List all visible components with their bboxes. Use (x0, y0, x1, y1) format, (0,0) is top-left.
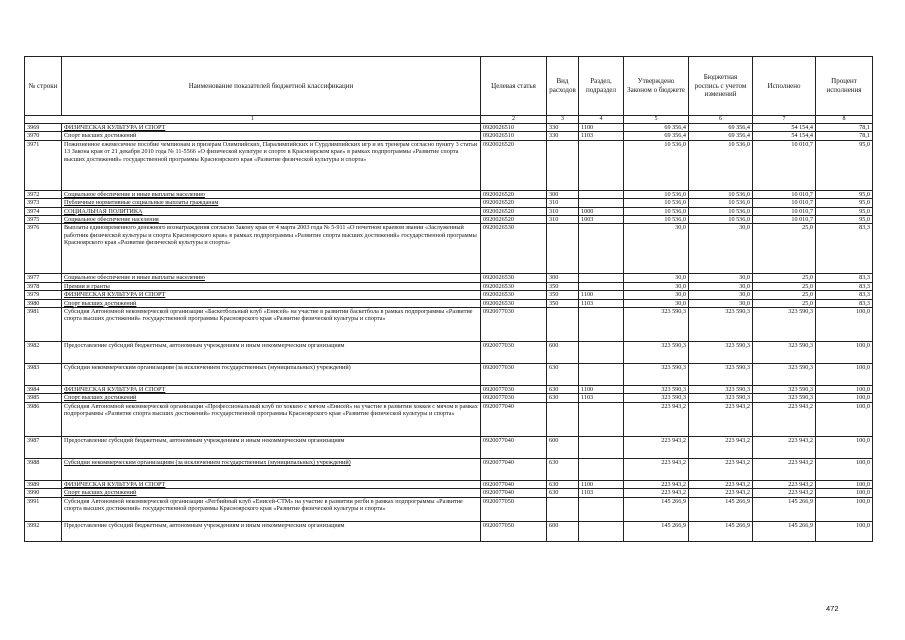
expense-type: 600 (547, 521, 579, 541)
row-number: 3973 (25, 199, 62, 207)
percent-executed: 78,1 (816, 124, 873, 132)
executed-amount: 323 590,3 (753, 394, 816, 402)
target-article: 0920077050 (481, 521, 547, 541)
indicator-name: ФИЗИЧЕСКАЯ КУЛЬТУРА И СПОРТ (62, 291, 481, 299)
percent-executed: 100,0 (816, 458, 873, 480)
executed-amount: 25,0 (753, 274, 816, 282)
row-number: 3987 (25, 436, 62, 458)
section-code (579, 364, 624, 386)
header-row (25, 57, 873, 116)
target-article: 0920026520 (481, 190, 547, 198)
target-article: 0920077030 (481, 394, 547, 402)
indicator-name: Субсидии некоммерческим организациям (за исключением государственных (муниципальных) учреждений) (62, 364, 481, 386)
row-number: 3991 (25, 497, 62, 521)
target-article: 0920026530 (481, 291, 547, 299)
approved-amount: 145 266,9 (624, 497, 689, 521)
executed-amount: 223 943,2 (753, 489, 816, 497)
percent-executed: 95,0 (816, 140, 873, 190)
budget-amount: 223 943,2 (689, 480, 753, 488)
indicator-name: Социальное обеспечение и иные выплаты населению (62, 274, 481, 282)
executed-amount: 323 590,3 (753, 386, 816, 394)
percent-executed: 100,0 (816, 497, 873, 521)
section-code: 1103 (579, 394, 624, 402)
section-code (579, 224, 624, 274)
header-target-article: Целевая статья (481, 57, 547, 116)
target-article: 0920026530 (481, 299, 547, 307)
indicator-name: Спорт высших достижений (62, 394, 481, 402)
percent-executed: 100,0 (816, 521, 873, 541)
row-number: 3971 (25, 140, 62, 190)
executed-amount: 323 590,3 (753, 308, 816, 342)
indicator-name: Предоставление субсидий бюджетным, автономным учреждениям и иным некоммерческим организациям (62, 342, 481, 364)
table-row (25, 402, 873, 436)
budget-amount: 223 943,2 (689, 436, 753, 458)
section-code (579, 274, 624, 282)
row-number: 3982 (25, 342, 62, 364)
indicator-name: Пожизненное ежемесячное пособие чемпионам и призерам Олимпийских, Паралимпийских и Сурдлимпийских игр и их тренерам согласно пункту 3 статьи 13 Закона края от 21 декабря 2010 года № 11-5566 «О физической культуре и спорте в Красноярском крае» в рамках подпрограммы «Развитие спорта высших достижений» государственной программы Красноярского края «Развитие физической культуры и спорта» (62, 140, 481, 190)
row-number: 3984 (25, 386, 62, 394)
section-code (579, 458, 624, 480)
expense-type: 330 (547, 132, 579, 140)
executed-amount: 10 010,7 (753, 216, 816, 224)
section-code: 1103 (579, 132, 624, 140)
approved-amount: 223 943,2 (624, 489, 689, 497)
expense-type: 600 (547, 436, 579, 458)
expense-type: 630 (547, 489, 579, 497)
target-article: 0920026520 (481, 199, 547, 207)
table-row (25, 274, 873, 282)
section-code (579, 199, 624, 207)
executed-amount: 223 943,2 (753, 436, 816, 458)
percent-executed: 95,0 (816, 199, 873, 207)
percent-executed: 95,0 (816, 190, 873, 198)
approved-amount: 30,0 (624, 274, 689, 282)
indicator-name: Публичные нормативные социальные выплаты гражданам (62, 199, 481, 207)
indicator-name: Спорт высших достижений (62, 299, 481, 307)
approved-amount: 30,0 (624, 299, 689, 307)
executed-amount: 54 154,4 (753, 124, 816, 132)
approved-amount: 223 943,2 (624, 402, 689, 436)
table-row (25, 480, 873, 488)
executed-amount: 10 010,7 (753, 199, 816, 207)
indicator-name: СОЦИАЛЬНАЯ ПОЛИТИКА (62, 207, 481, 215)
row-number: 3986 (25, 402, 62, 436)
header-executed: Исполнено (753, 57, 816, 116)
executed-amount: 25,0 (753, 224, 816, 274)
indicator-name: Предоставление субсидий бюджетным, автономным учреждениям и иным некоммерческим организациям (62, 436, 481, 458)
indicator-name: ФИЗИЧЕСКАЯ КУЛЬТУРА И СПОРТ (62, 480, 481, 488)
executed-amount: 10 010,7 (753, 140, 816, 190)
section-code: 1100 (579, 480, 624, 488)
section-code (579, 308, 624, 342)
section-code (579, 282, 624, 290)
percent-executed: 83,3 (816, 274, 873, 282)
table-row (25, 190, 873, 198)
column-number: 3 (547, 116, 579, 124)
section-code (579, 436, 624, 458)
approved-amount: 223 943,2 (624, 480, 689, 488)
indicator-name: ФИЗИЧЕСКАЯ КУЛЬТУРА И СПОРТ (62, 386, 481, 394)
table-row (25, 291, 873, 299)
percent-executed: 78,1 (816, 132, 873, 140)
budget-amount: 323 590,3 (689, 308, 753, 342)
approved-amount: 10 536,0 (624, 207, 689, 215)
target-article: 0920077040 (481, 489, 547, 497)
header-expense-type: Вид расходов (547, 57, 579, 116)
approved-amount: 10 536,0 (624, 199, 689, 207)
row-number: 3981 (25, 308, 62, 342)
indicator-name: Спорт высших достижений (62, 132, 481, 140)
table-row (25, 216, 873, 224)
row-number: 3977 (25, 274, 62, 282)
percent-executed: 95,0 (816, 216, 873, 224)
expense-type: 330 (547, 124, 579, 132)
approved-amount: 30,0 (624, 224, 689, 274)
target-article: 0920077030 (481, 342, 547, 364)
table-row (25, 489, 873, 497)
header-indicator-name: Наименование показателей бюджетной классификации (62, 57, 481, 116)
expense-type: 350 (547, 299, 579, 307)
approved-amount: 145 266,9 (624, 521, 689, 541)
budget-amount: 223 943,2 (689, 458, 753, 480)
executed-amount: 145 266,9 (753, 521, 816, 541)
approved-amount: 323 590,3 (624, 342, 689, 364)
expense-type: 600 (547, 342, 579, 364)
expense-type: 310 (547, 207, 579, 215)
section-code (579, 521, 624, 541)
expense-type (547, 140, 579, 190)
table-row (25, 299, 873, 307)
column-number: 8 (816, 116, 873, 124)
budget-amount: 69 356,4 (689, 124, 753, 132)
target-article: 0920026530 (481, 282, 547, 290)
target-article: 0920077050 (481, 497, 547, 521)
row-number: 3988 (25, 458, 62, 480)
indicator-name: Социальное обеспечение населения (62, 216, 481, 224)
column-number: 5 (624, 116, 689, 124)
row-number: 3969 (25, 124, 62, 132)
target-article: 0920077040 (481, 480, 547, 488)
target-article: 0920026510 (481, 124, 547, 132)
target-article: 0920077030 (481, 364, 547, 386)
header-budget-schedule: Бюджетная роспись с учетом изменений (689, 57, 753, 116)
approved-amount: 323 590,3 (624, 308, 689, 342)
indicator-name: Субсидия Автономной некоммерческой организации «Профессиональный клуб по хоккею с мячом «Енисей» на участие в развитии хоккея с мячом в рамках подпрограммы «Развитие спорта высших достижений» государственной программы Красноярского края «Развитие физической культуры и спорта» (62, 402, 481, 436)
executed-amount: 145 266,9 (753, 497, 816, 521)
percent-executed: 100,0 (816, 386, 873, 394)
indicator-name: Субсидия Автономной некоммерческой организации «Баскетбольный клуб «Енисей» на участие в развитии баскетбола в рамках подпрограммы «Развитие спорта высших достижений» государственной программы Красноярского края «Развитие физической культуры и спорта» (62, 308, 481, 342)
executed-amount: 223 943,2 (753, 402, 816, 436)
expense-type: 350 (547, 291, 579, 299)
table-row (25, 497, 873, 521)
expense-type: 630 (547, 364, 579, 386)
target-article: 0920026520 (481, 216, 547, 224)
percent-executed: 100,0 (816, 308, 873, 342)
expense-type (547, 497, 579, 521)
budget-amount: 30,0 (689, 291, 753, 299)
header-section: Раздел, подраздел (579, 57, 624, 116)
percent-executed: 100,0 (816, 436, 873, 458)
target-article: 0920077040 (481, 402, 547, 436)
budget-amount: 145 266,9 (689, 521, 753, 541)
expense-type: 300 (547, 274, 579, 282)
header-percent: Процент исполнения (816, 57, 873, 116)
budget-amount: 223 943,2 (689, 489, 753, 497)
budget-amount: 323 590,3 (689, 342, 753, 364)
row-number: 3978 (25, 282, 62, 290)
header-row-number: № строки (25, 57, 62, 116)
expense-type: 310 (547, 216, 579, 224)
budget-table (24, 56, 873, 542)
section-code: 1103 (579, 489, 624, 497)
table-row (25, 199, 873, 207)
budget-amount: 30,0 (689, 274, 753, 282)
section-code (579, 140, 624, 190)
expense-type: 350 (547, 282, 579, 290)
row-number: 3974 (25, 207, 62, 215)
table-row (25, 132, 873, 140)
percent-executed: 83,3 (816, 224, 873, 274)
target-article: 0920026520 (481, 207, 547, 215)
table-row (25, 364, 873, 386)
table-row (25, 521, 873, 541)
executed-amount: 25,0 (753, 282, 816, 290)
expense-type (547, 308, 579, 342)
indicator-name: Предоставление субсидий бюджетным, автономным учреждениям и иным некоммерческим организациям (62, 521, 481, 541)
section-code (579, 342, 624, 364)
row-number: 3979 (25, 291, 62, 299)
target-article: 0920077040 (481, 458, 547, 480)
executed-amount: 54 154,4 (753, 132, 816, 140)
target-article: 0920026530 (481, 224, 547, 274)
percent-executed: 83,3 (816, 291, 873, 299)
approved-amount: 69 356,4 (624, 124, 689, 132)
budget-amount: 323 590,3 (689, 394, 753, 402)
percent-executed: 83,3 (816, 299, 873, 307)
expense-type: 630 (547, 458, 579, 480)
expense-type (547, 224, 579, 274)
approved-amount: 323 590,3 (624, 386, 689, 394)
executed-amount: 223 943,2 (753, 458, 816, 480)
row-number: 3985 (25, 394, 62, 402)
row-number: 3980 (25, 299, 62, 307)
expense-type: 630 (547, 480, 579, 488)
indicator-name: Спорт высших достижений (62, 489, 481, 497)
indicator-name: Социальное обеспечение и иные выплаты населению (62, 190, 481, 198)
executed-amount: 223 943,2 (753, 480, 816, 488)
budget-amount: 145 266,9 (689, 497, 753, 521)
budget-amount: 30,0 (689, 282, 753, 290)
budget-amount: 10 536,0 (689, 140, 753, 190)
row-number: 3992 (25, 521, 62, 541)
approved-amount: 223 943,2 (624, 436, 689, 458)
percent-executed: 100,0 (816, 342, 873, 364)
indicator-name: Субсидия Автономной некоммерческой организации «Регбийный клуб «Енисей-СТМ» на участие в развитии регби в рамках подпрограммы «Развитие спорта высших достижений» государственной программы Красноярского края «Развитие физической культуры и спорта» (62, 497, 481, 521)
table-row (25, 342, 873, 364)
table-row (25, 124, 873, 132)
column-number: 4 (579, 116, 624, 124)
row-number: 3983 (25, 364, 62, 386)
budget-amount: 223 943,2 (689, 402, 753, 436)
expense-type: 300 (547, 190, 579, 198)
budget-amount: 323 590,3 (689, 364, 753, 386)
target-article: 0920077030 (481, 386, 547, 394)
table-row (25, 386, 873, 394)
table-row (25, 394, 873, 402)
indicator-name: Премии и гранты (62, 282, 481, 290)
indicator-name: ФИЗИЧЕСКАЯ КУЛЬТУРА И СПОРТ (62, 124, 481, 132)
executed-amount: 25,0 (753, 291, 816, 299)
percent-executed: 100,0 (816, 394, 873, 402)
table-row (25, 458, 873, 480)
expense-type (547, 402, 579, 436)
section-code: 1003 (579, 216, 624, 224)
table-row (25, 140, 873, 190)
section-code (579, 190, 624, 198)
budget-amount: 10 536,0 (689, 190, 753, 198)
indicator-name: Субсидии некоммерческим организациям (за исключением государственных (муниципальных) учреждений) (62, 458, 481, 480)
column-number: 1 (25, 116, 481, 124)
target-article: 0920026530 (481, 274, 547, 282)
table-row (25, 207, 873, 215)
budget-amount: 323 590,3 (689, 386, 753, 394)
percent-executed: 100,0 (816, 364, 873, 386)
target-article: 0920026510 (481, 132, 547, 140)
percent-executed: 100,0 (816, 480, 873, 488)
row-number: 3976 (25, 224, 62, 274)
approved-amount: 323 590,3 (624, 364, 689, 386)
budget-amount: 10 536,0 (689, 199, 753, 207)
section-code: 1000 (579, 207, 624, 215)
percent-executed: 83,3 (816, 282, 873, 290)
executed-amount: 10 010,7 (753, 190, 816, 198)
section-code: 1103 (579, 299, 624, 307)
percent-executed: 100,0 (816, 489, 873, 497)
page-number: 472 (826, 604, 839, 613)
header-approved: Утверждено Законом о бюджете (624, 57, 689, 116)
approved-amount: 69 356,4 (624, 132, 689, 140)
row-number: 3989 (25, 480, 62, 488)
section-code: 1100 (579, 291, 624, 299)
executed-amount: 323 590,3 (753, 364, 816, 386)
approved-amount: 10 536,0 (624, 190, 689, 198)
executed-amount: 10 010,7 (753, 207, 816, 215)
row-number: 3972 (25, 190, 62, 198)
expense-type: 310 (547, 199, 579, 207)
budget-amount: 10 536,0 (689, 216, 753, 224)
approved-amount: 10 536,0 (624, 216, 689, 224)
row-number: 3975 (25, 216, 62, 224)
approved-amount: 223 943,2 (624, 458, 689, 480)
section-code: 1100 (579, 386, 624, 394)
column-number: 6 (689, 116, 753, 124)
executed-amount: 25,0 (753, 299, 816, 307)
section-code: 1100 (579, 124, 624, 132)
approved-amount: 323 590,3 (624, 394, 689, 402)
target-article: 0920077040 (481, 436, 547, 458)
target-article: 0920077030 (481, 308, 547, 342)
table-row (25, 282, 873, 290)
budget-amount: 30,0 (689, 299, 753, 307)
approved-amount: 30,0 (624, 282, 689, 290)
expense-type: 630 (547, 386, 579, 394)
column-number: 2 (481, 116, 547, 124)
budget-amount: 69 356,4 (689, 132, 753, 140)
column-number: 7 (753, 116, 816, 124)
row-number: 3970 (25, 132, 62, 140)
expense-type: 630 (547, 394, 579, 402)
section-code (579, 497, 624, 521)
section-code (579, 402, 624, 436)
budget-amount: 30,0 (689, 224, 753, 274)
column-number-row (25, 116, 873, 124)
percent-executed: 95,0 (816, 207, 873, 215)
budget-amount: 10 536,0 (689, 207, 753, 215)
approved-amount: 10 536,0 (624, 140, 689, 190)
percent-executed: 100,0 (816, 402, 873, 436)
table-row (25, 436, 873, 458)
executed-amount: 323 590,3 (753, 342, 816, 364)
table-row (25, 224, 873, 274)
row-number: 3990 (25, 489, 62, 497)
table-row (25, 308, 873, 342)
indicator-name: Выплаты единовременного денежного вознаграждения согласно Закону края от 4 марта 2003 года № 5-911 «О почетном краевом звании «Заслуженный работник физической культуры и спорта Красноярского края» в рамках подпрограммы «Развитие спорта высших достижений» государственной программы Красноярского края «Развитие физической культуры и спорта» (62, 224, 481, 274)
approved-amount: 30,0 (624, 291, 689, 299)
target-article: 0920026520 (481, 140, 547, 190)
